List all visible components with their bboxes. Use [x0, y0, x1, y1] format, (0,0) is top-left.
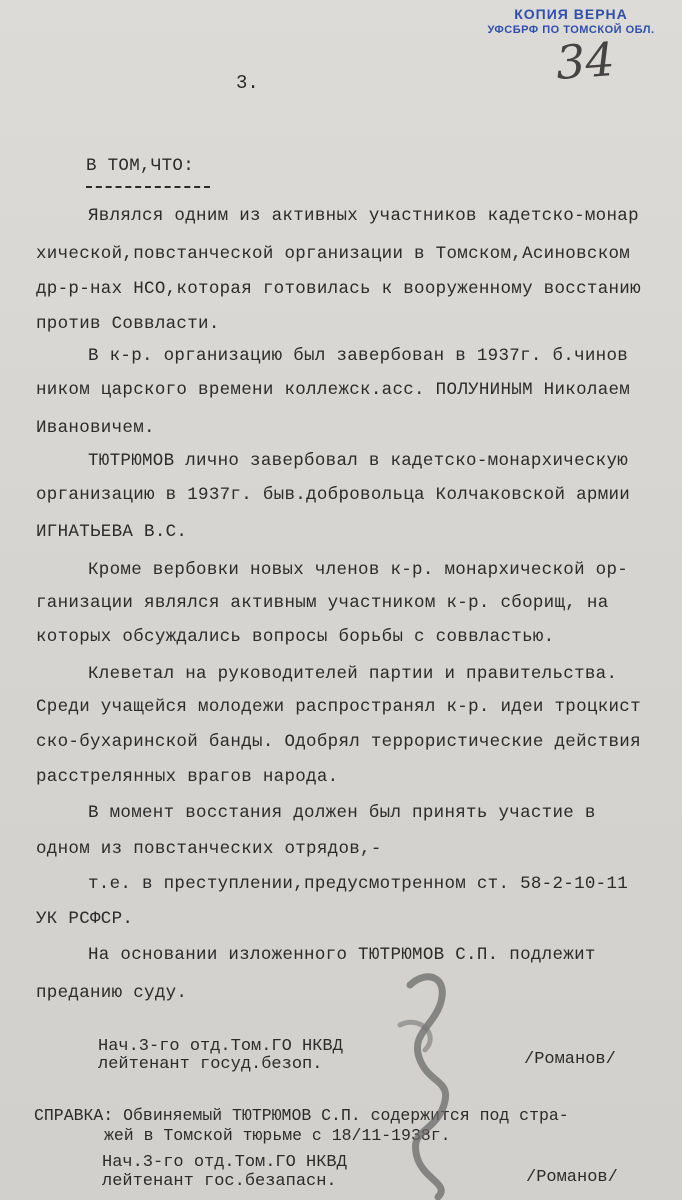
signature-name: /Романов/: [524, 1050, 616, 1069]
body-line: ником царского времени коллежск.асс. ПОЛУНИНЫМ Николаем: [36, 380, 631, 400]
note-line: СПРАВКА: Обвиняемый ТЮТРЮМОВ С.П. содержится под стра-: [34, 1106, 569, 1125]
heading: В ТОМ,ЧТО:: [86, 156, 195, 176]
body-line: В к-р. организацию был завербован в 1937г. б.чинов: [88, 346, 629, 366]
body-line: ско-бухаринской банды. Одобрял террористические действия: [36, 732, 641, 752]
body-line: расстрелянных врагов народа.: [36, 767, 339, 787]
body-line: Ивановичем.: [36, 418, 155, 438]
body-line: Среди учащейся молодежи распространял к-р. идеи троцкист: [36, 697, 641, 717]
handwritten-signature: [380, 965, 470, 1200]
body-line: Клеветал на руководителей партии и правительства.: [88, 664, 618, 684]
signature-name: /Романов/: [526, 1168, 618, 1187]
body-line: ганизации являлся активным участником к-р. сборищ, на: [36, 593, 609, 613]
body-line: УК РСФСР.: [36, 909, 134, 929]
body-line: Кроме вербовки новых членов к-р. монархической ор-: [88, 560, 629, 580]
heading-underline: [86, 186, 210, 188]
body-line: т.е. в преступлении,предусмотренном ст. 58-2-10-11: [88, 874, 629, 894]
signature-rank: лейтенант госуд.безоп.: [98, 1055, 323, 1074]
signature-title: Нач.3-го отд.Том.ГО НКВД: [102, 1153, 347, 1172]
body-line: организацию в 1937г. быв.добровольца Колчаковской армии: [36, 485, 631, 505]
signature-rank: лейтенант гос.безапасн.: [102, 1172, 337, 1191]
note-line: жей в Томской тюрьме с 18/11-1938г.: [104, 1126, 451, 1145]
stamp-line-1: КОПИЯ ВЕРНА: [514, 6, 628, 22]
folio-number: 34: [554, 32, 617, 90]
body-line: которых обсуждались вопросы борьбы с соввластью.: [36, 627, 555, 647]
body-line: хической,повстанческой организации в Томском,Асиновском: [36, 244, 631, 264]
body-line: В момент восстания должен был принять участие в: [88, 803, 596, 823]
body-line: преданию суду.: [36, 983, 188, 1003]
body-line: др-р-нах НСО,которая готовилась к вооруженному восстанию: [36, 279, 641, 299]
body-line: против Соввласти.: [36, 314, 220, 334]
signature-title: Нач.3-го отд.Том.ГО НКВД: [98, 1037, 343, 1056]
stamp-line-2: УФСБРФ ПО ТОМСКОЙ ОБЛ.: [487, 24, 655, 36]
body-line: ТЮТРЮМОВ лично завербовал в кадетско-монархическую: [88, 451, 629, 471]
page-number: 3.: [236, 72, 259, 94]
body-line: Являлся одним из активных участников кадетско-монар: [88, 206, 639, 226]
body-line: одном из повстанческих отрядов,-: [36, 839, 382, 859]
body-line: ИГНАТЬЕВА В.С.: [36, 522, 188, 542]
body-line: На основании изложенного ТЮТРЮМОВ С.П. подлежит: [88, 945, 596, 965]
